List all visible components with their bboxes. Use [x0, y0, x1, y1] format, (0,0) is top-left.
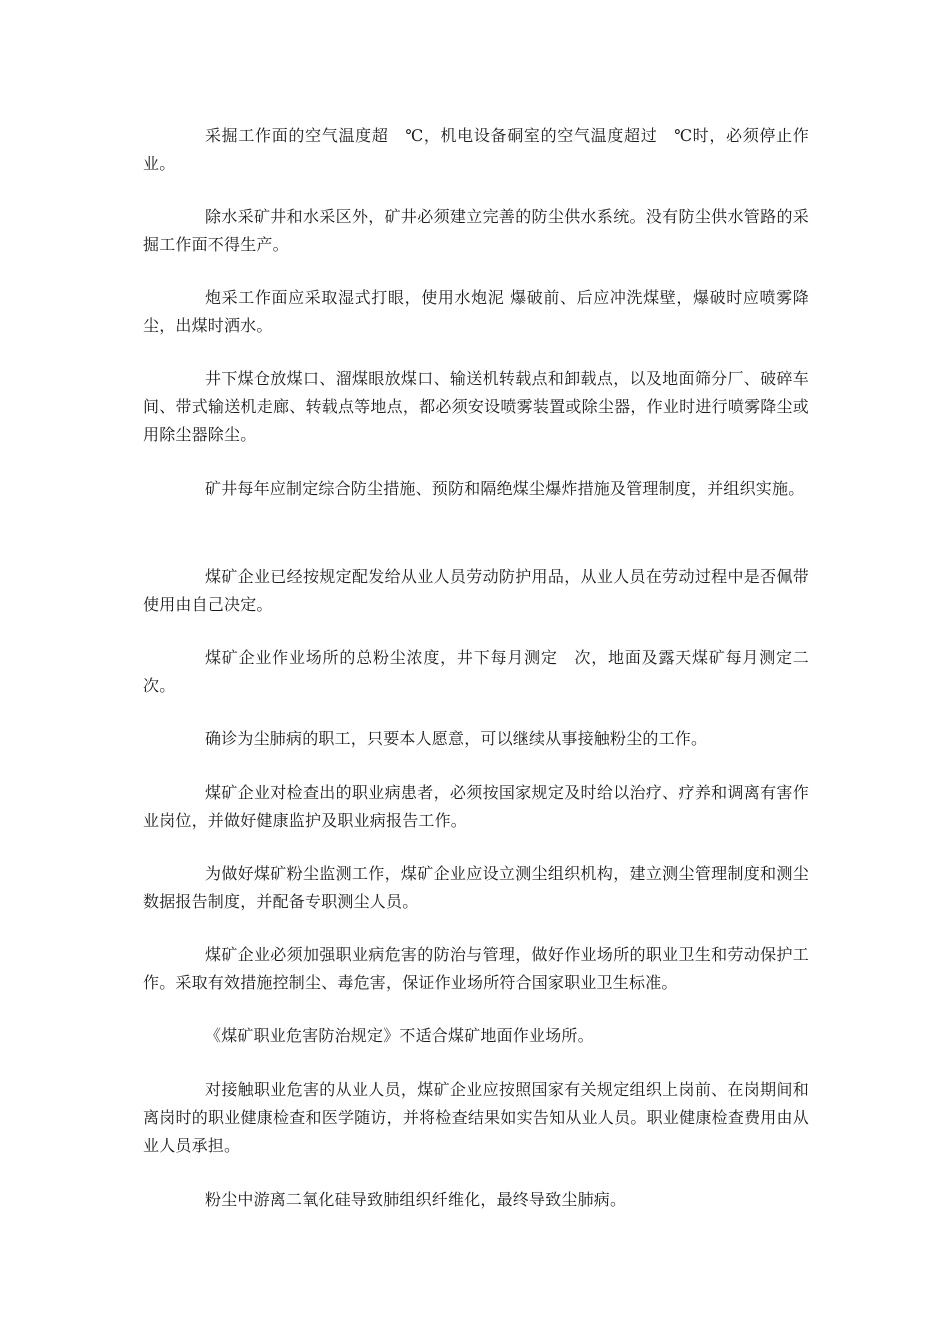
paragraph-10: 为做好煤矿粉尘监测工作，煤矿企业应设立测尘组织机构，建立测尘管理制度和测尘数据报告制度，并配备专职测尘人员。	[143, 864, 809, 911]
paragraph-14: 粉尘中游离二氧化硅导致肺组织纤维化，最终导致尘肺病。	[205, 1190, 627, 1209]
paragraph-3: 炮采工作面应采取湿式打眼，使用水炮泥 爆破前、后应冲洗煤壁，爆破时应喷雾降尘，出煤时洒水。	[143, 288, 809, 335]
paragraph-7: 煤矿企业作业场所的总粉尘浓度，井下每月测定 次，地面及露天煤矿每月测定二次。	[143, 648, 809, 695]
paragraph-11: 煤矿企业必须加强职业病危害的防治与管理，做好作业场所的职业卫生和劳动保护工作。采取有效措施控制尘、毒危害，保证作业场所符合国家职业卫生标准。	[143, 945, 809, 992]
paragraph-9: 煤矿企业对检查出的职业病患者，必须按国家规定及时给以治疗、疗养和调离有害作业岗位，并做好健康监护及职业病报告工作。	[143, 783, 809, 830]
paragraph-2: 除水采矿井和水采区外，矿井必须建立完善的防尘供水系统。没有防尘供水管路的采掘工作面不得生产。	[143, 207, 809, 254]
paragraph-1: 采掘工作面的空气温度超 ℃，机电设备硐室的空气温度超过 ℃时，必须停止作业。	[143, 126, 809, 173]
paragraph-12: 《煤矿职业危害防治规定》不适合煤矿地面作业场所。	[205, 1026, 594, 1045]
paragraph-13: 对接触职业危害的从业人员，煤矿企业应按照国家有关规定组织上岗前、在岗期间和离岗时的职业健康检查和医学随访，并将检查结果如实告知从业人员。职业健康检查费用由从业人员承担。	[143, 1080, 809, 1155]
paragraph-8: 确诊为尘肺病的职工，只要本人愿意，可以继续从事接触粉尘的工作。	[205, 729, 708, 748]
paragraph-6: 煤矿企业已经按规定配发给从业人员劳动防护用品，从业人员在劳动过程中是否佩带使用由自己决定。	[143, 567, 809, 614]
paragraph-4: 井下煤仓放煤口、溜煤眼放煤口、输送机转载点和卸载点，以及地面筛分厂、破碎车间、带式输送机走廊、转载点等地点，都必须安设喷雾装置或除尘器，作业时进行喷雾降尘或用除尘器除尘。	[143, 369, 809, 444]
paragraph-5: 矿井每年应制定综合防尘措施、预防和隔绝煤尘爆炸措施及管理制度，并组织实施。	[205, 479, 805, 498]
